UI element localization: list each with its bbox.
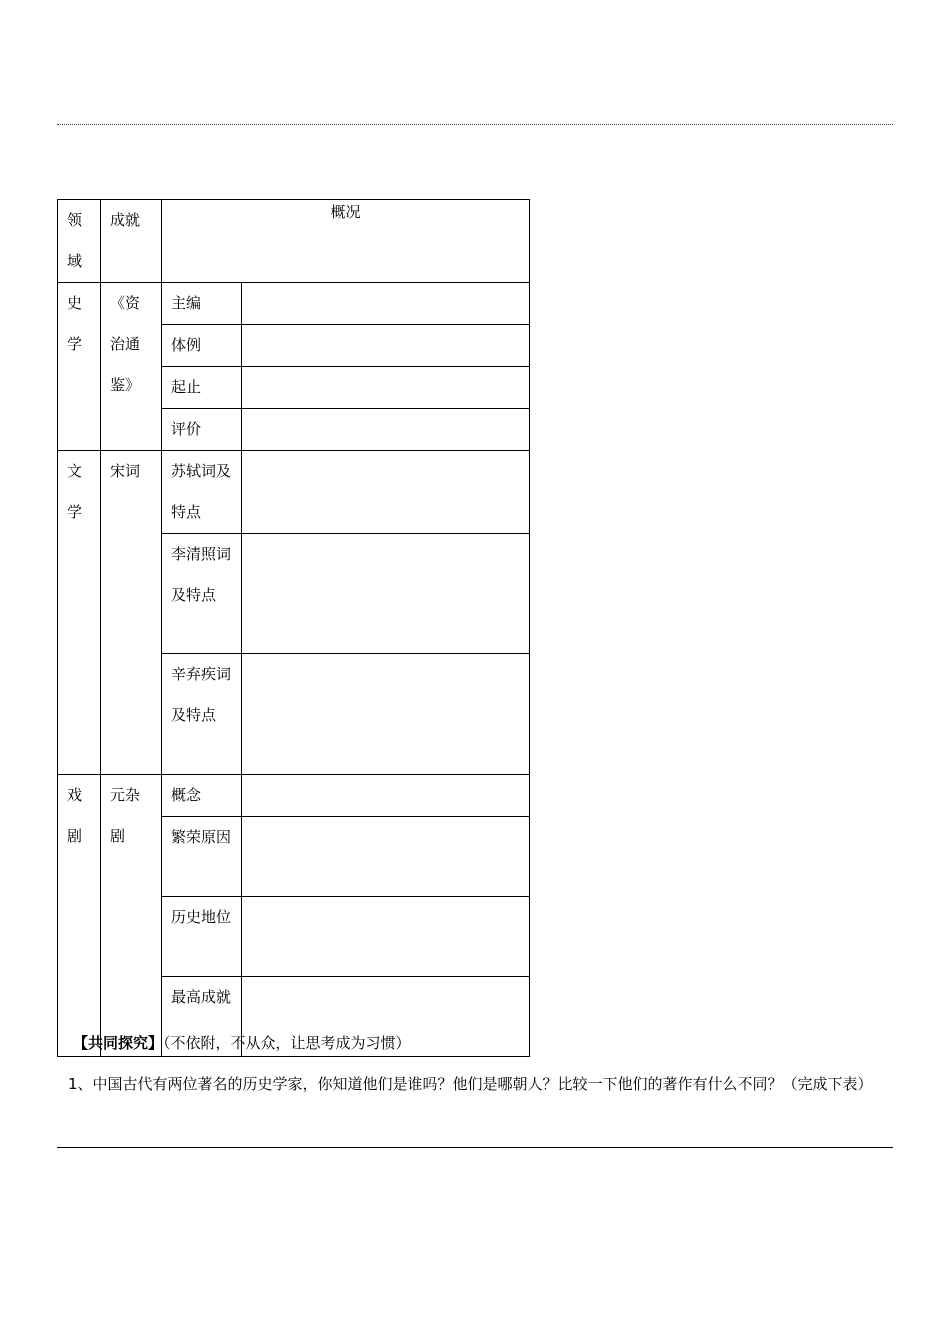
history-item-editor: 主编 bbox=[171, 294, 202, 312]
drama-item-concept: 概念 bbox=[171, 786, 202, 804]
history-item-style: 体例 bbox=[171, 336, 202, 354]
header-overview-cell bbox=[162, 200, 530, 283]
literature-achievement-cell bbox=[101, 451, 162, 775]
literature-liqingzhao-answer[interactable] bbox=[242, 534, 530, 654]
drama-item-reasons: 繁荣原因 bbox=[171, 828, 232, 846]
drama-concept-answer[interactable] bbox=[242, 775, 530, 817]
explore-question-1: 1、中国古代有两位著名的历史学家，你知道他们是谁吗？他们是哪朝人？比较一下他们的著作有什么不同？（完成下表） bbox=[68, 1075, 873, 1093]
explore-subtitle: （不依附，不从众，让思考成为习惯） bbox=[163, 1034, 411, 1052]
explore-title: 【共同探究】 bbox=[73, 1034, 164, 1052]
drama-achievement-label: 元杂剧 bbox=[110, 786, 141, 845]
literature-field-label: 文学 bbox=[67, 462, 83, 521]
history-style-answer[interactable] bbox=[242, 325, 530, 367]
drama-item-status: 历史地位 bbox=[171, 908, 232, 926]
literature-item-xinqiji: 辛弃疾词及特点 bbox=[171, 665, 232, 724]
drama-field-cell bbox=[58, 775, 101, 1057]
history-item-span: 起止 bbox=[171, 378, 202, 396]
literature-xinqiji-answer[interactable] bbox=[242, 654, 530, 775]
history-editor-answer[interactable] bbox=[242, 283, 530, 325]
achievements-table bbox=[57, 199, 530, 1057]
drama-achievement-cell bbox=[101, 775, 162, 1057]
literature-achievement-label: 宋词 bbox=[110, 462, 141, 480]
literature-sushi-answer[interactable] bbox=[242, 451, 530, 534]
header-overview-label: 概况 bbox=[330, 203, 361, 221]
drama-status-answer[interactable] bbox=[242, 897, 530, 977]
header-field-label: 领域 bbox=[67, 211, 83, 270]
header-dotted-rule bbox=[57, 124, 893, 125]
header-achievement-label: 成就 bbox=[110, 211, 141, 229]
drama-item-highest: 最高成就 bbox=[171, 988, 232, 1006]
history-span-answer[interactable] bbox=[242, 367, 530, 409]
drama-field-label: 戏剧 bbox=[67, 786, 83, 845]
history-achievement-label: 《资治通鉴》 bbox=[110, 294, 141, 394]
history-item-evaluation: 评价 bbox=[171, 420, 202, 438]
literature-item-liqingzhao: 李清照词及特点 bbox=[171, 545, 232, 604]
drama-reasons-answer[interactable] bbox=[242, 817, 530, 897]
history-field-cell bbox=[58, 283, 101, 451]
literature-item-sushi: 苏轼词及特点 bbox=[171, 462, 232, 521]
literature-field-cell bbox=[58, 451, 101, 775]
header-achievement-cell bbox=[101, 200, 162, 283]
explore-heading bbox=[73, 1033, 411, 1053]
header-field-cell bbox=[58, 200, 101, 283]
history-evaluation-answer[interactable] bbox=[242, 409, 530, 451]
history-achievement-cell bbox=[101, 283, 162, 451]
history-field-label: 史学 bbox=[67, 294, 83, 353]
footer-rule bbox=[57, 1147, 893, 1148]
